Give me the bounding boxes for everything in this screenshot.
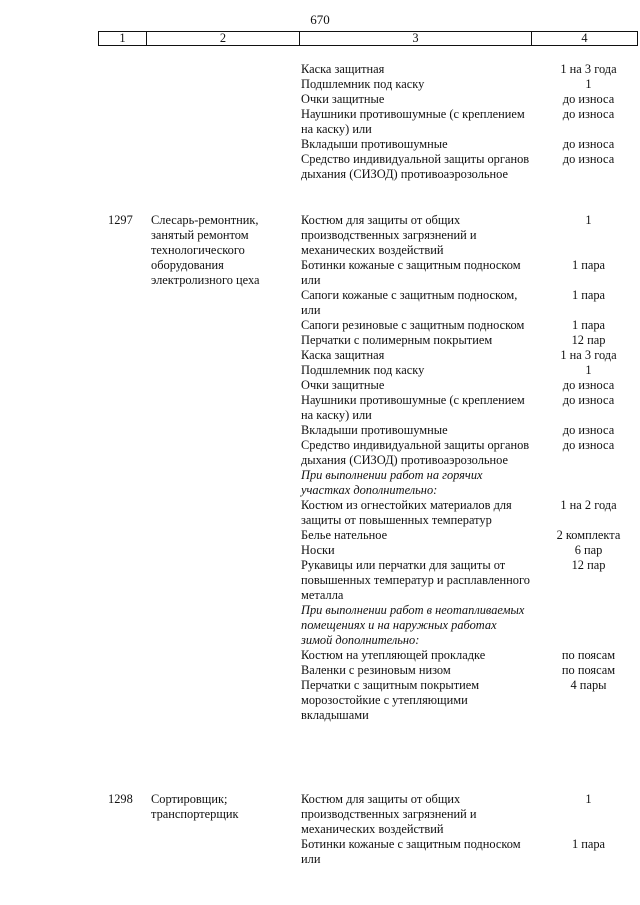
entry-number: 1298 xyxy=(108,792,133,806)
profession-name: Сортировщик; транспортерщик xyxy=(151,792,239,821)
ppe-item-name: Средство индивидуальной защиты органов дыхания (СИЗОД) противоаэрозольное xyxy=(301,152,530,181)
ppe-item xyxy=(301,528,631,543)
ppe-item-name: Перчатки с полимерным покрытием xyxy=(301,333,493,347)
ppe-items xyxy=(301,213,631,723)
ppe-item-name: Вкладыши противошумные xyxy=(301,423,448,437)
ppe-item xyxy=(301,663,631,678)
ppe-item xyxy=(301,152,631,182)
ppe-items xyxy=(301,792,631,867)
ppe-item-name: Каска защитная xyxy=(301,62,385,76)
ppe-item xyxy=(301,378,631,393)
ppe-item-name: Носки xyxy=(301,543,335,557)
ppe-item-name: При выполнении работ на горячих участках дополнительно: xyxy=(301,468,483,497)
condition-note xyxy=(301,468,631,498)
ppe-item-name: Вкладыши противошумные xyxy=(301,137,448,151)
column-header: 3 xyxy=(299,32,531,45)
ppe-item xyxy=(301,648,631,663)
ppe-item-name: Костюм для защиты от общих производственных загрязнений и механических воздействий xyxy=(301,792,477,836)
ppe-item-norm: 12 пар xyxy=(571,333,606,347)
ppe-item-name: Наушники противошумные (с креплением на каску) или xyxy=(301,107,525,136)
entry-number: 1297 xyxy=(108,213,133,227)
ppe-item-name: Белье нательное xyxy=(301,528,388,542)
table-header xyxy=(98,31,638,46)
ppe-items xyxy=(301,62,631,182)
ppe-item-name: Наушники противошумные (с креплением на каску) или xyxy=(301,393,525,422)
ppe-item xyxy=(301,77,631,92)
ppe-item-norm: 1 пара xyxy=(571,837,606,851)
ppe-item-name: При выполнении работ в неотапливаемых помещениях и на наружных работах зимой дополнительно: xyxy=(301,603,525,647)
ppe-item-name: Средство индивидуальной защиты органов дыхания (СИЗОД) противоаэрозольное xyxy=(301,438,530,467)
ppe-item-norm: 1 на 2 года xyxy=(560,498,617,512)
ppe-item-name: Подшлемник под каску xyxy=(301,363,425,377)
ppe-item-norm: 1 пара xyxy=(571,288,606,302)
ppe-item-name: Ботинки кожаные с защитным подноском или xyxy=(301,837,521,866)
ppe-item xyxy=(301,558,631,603)
ppe-item xyxy=(301,318,631,333)
ppe-item-norm: до износа xyxy=(562,438,615,452)
ppe-item-norm: по поясам xyxy=(561,648,616,662)
ppe-item-norm: до износа xyxy=(562,423,615,437)
ppe-item-name: Сапоги кожаные с защитным подноском, или xyxy=(301,288,518,317)
ppe-item-norm: до износа xyxy=(562,107,615,121)
ppe-item-norm: 1 пара xyxy=(571,318,606,332)
ppe-item-name: Подшлемник под каску xyxy=(301,77,425,91)
ppe-item-name: Очки защитные xyxy=(301,92,385,106)
ppe-item-norm: 1 xyxy=(585,213,592,227)
ppe-item-norm: 4 пары xyxy=(570,678,607,692)
ppe-item-name: Костюм для защиты от общих производственных загрязнений и механических воздействий xyxy=(301,213,477,257)
ppe-item-norm: 2 комплекта xyxy=(556,528,621,542)
ppe-item-name: Сапоги резиновые с защитным подноском xyxy=(301,318,525,332)
ppe-item xyxy=(301,333,631,348)
ppe-item xyxy=(301,62,631,77)
ppe-item xyxy=(301,288,631,318)
ppe-item-name: Костюм из огнестойких материалов для защиты от повышенных температур xyxy=(301,498,512,527)
ppe-item xyxy=(301,792,631,837)
ppe-item-norm: до износа xyxy=(562,152,615,166)
ppe-item-name: Очки защитные xyxy=(301,378,385,392)
ppe-item-norm: 6 пар xyxy=(574,543,603,557)
ppe-item-name: Перчатки с защитным покрытием морозостойкие с утепляющими вкладышами xyxy=(301,678,480,722)
ppe-item-norm: 1 xyxy=(585,363,592,377)
ppe-item-norm: 1 xyxy=(585,77,592,91)
ppe-item-name: Рукавицы или перчатки для защиты от повышенных температур и расплавленного металла xyxy=(301,558,530,602)
ppe-item xyxy=(301,393,631,423)
ppe-item xyxy=(301,837,631,867)
ppe-item xyxy=(301,92,631,107)
ppe-item xyxy=(301,423,631,438)
ppe-item-name: Каска защитная xyxy=(301,348,385,362)
ppe-item xyxy=(301,258,631,288)
ppe-item-norm: до износа xyxy=(562,393,615,407)
condition-note xyxy=(301,603,631,648)
ppe-item-norm: 1 xyxy=(585,792,592,806)
ppe-item-norm: 1 пара xyxy=(571,258,606,272)
ppe-item-name: Ботинки кожаные с защитным подноском или xyxy=(301,258,521,287)
ppe-item xyxy=(301,543,631,558)
ppe-item-norm: 1 на 3 года xyxy=(560,62,617,76)
profession-name: Слесарь-ремонтник, занятый ремонтом технологического оборудования электролизного цеха xyxy=(151,213,260,287)
ppe-item-norm: по поясам xyxy=(561,663,616,677)
column-header: 4 xyxy=(531,32,637,45)
ppe-item-norm: 1 на 3 года xyxy=(560,348,617,362)
ppe-item-norm: до износа xyxy=(562,92,615,106)
ppe-item-norm: до износа xyxy=(562,137,615,151)
ppe-item-name: Костюм на утепляющей прокладке xyxy=(301,648,486,662)
column-header: 1 xyxy=(119,31,126,45)
ppe-item xyxy=(301,213,631,258)
ppe-item-name: Валенки с резиновым низом xyxy=(301,663,451,677)
page-number: 670 xyxy=(310,12,330,27)
ppe-item xyxy=(301,678,631,723)
column-header: 2 xyxy=(146,32,299,45)
ppe-item xyxy=(301,363,631,378)
ppe-item xyxy=(301,498,631,528)
ppe-item-norm: до износа xyxy=(562,378,615,392)
ppe-item-norm: 12 пар xyxy=(571,558,606,572)
ppe-item xyxy=(301,137,631,152)
ppe-item xyxy=(301,348,631,363)
ppe-item xyxy=(301,107,631,137)
ppe-item xyxy=(301,438,631,468)
